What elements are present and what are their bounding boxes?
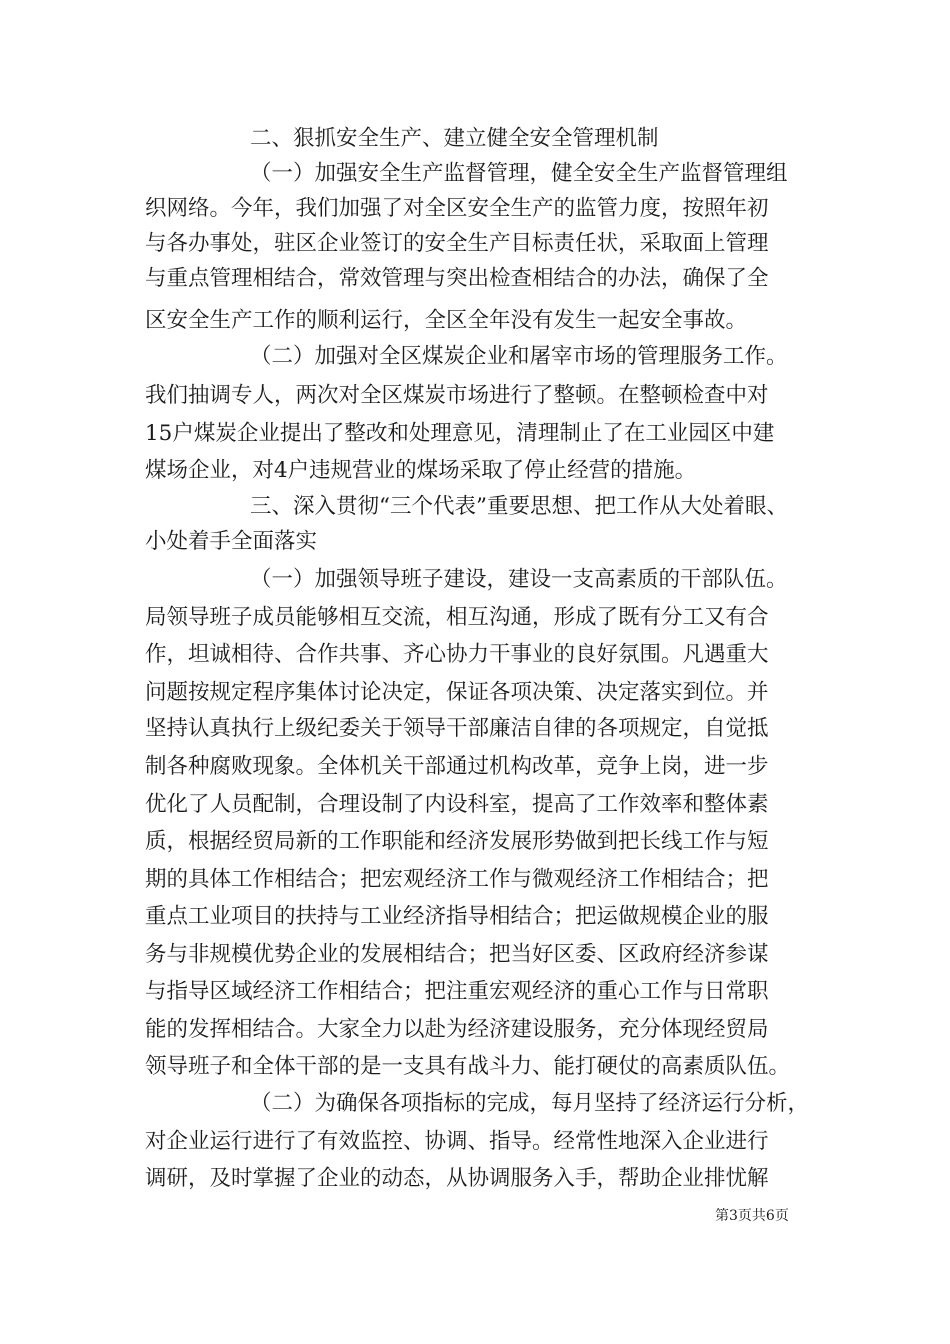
paragraph-line: 我们抽调专人，两次对全区煤炭市场进行了整顿。在整顿检查中对 bbox=[145, 383, 769, 408]
paragraph-line: 务与非规模优势企业的发展相结合；把当好区委、区政府经济参谋 bbox=[145, 942, 769, 967]
paragraph-line: 坚持认真执行上级纪委关于领导干部廉洁自律的各项规定，自觉抵 bbox=[145, 716, 769, 741]
paragraph-line: 煤场企业，对4户违规营业的煤场采取了停止经营的措施。 bbox=[145, 458, 697, 483]
paragraph-line: 与指导区域经济工作相结合；把注重宏观经济的重心工作与日常职 bbox=[145, 979, 769, 1004]
paragraph-line: （二）加强对全区煤炭企业和屠宰市场的管理服务工作。 bbox=[250, 344, 788, 369]
paragraph-line: 领导班子和全体干部的是一支具有战斗力、能打硬仗的高素质队伍。 bbox=[145, 1054, 791, 1079]
paragraph-line: （一）加强安全生产监督管理，健全安全生产监督管理组 bbox=[250, 161, 788, 186]
paragraph-line: 15户煤炭企业提出了整改和处理意见，清理制止了在工业园区中建 bbox=[145, 421, 775, 446]
paragraph-line: 对企业运行进行了有效监控、协调、指导。经常性地深入企业进行 bbox=[145, 1129, 769, 1154]
page-number-footer: 第3页共6页 bbox=[715, 1208, 789, 1224]
section-heading: 三、深入贯彻“三个代表”重要思想、把工作从大处着眼、 bbox=[250, 494, 788, 519]
paragraph-line: 制各种腐败现象。全体机关干部通过机构改革，竞争上岗，进一步 bbox=[145, 754, 769, 779]
paragraph-line: 能的发挥相结合。大家全力以赴为经济建设服务，充分体现经贸局 bbox=[145, 1017, 769, 1042]
paragraph-line: 优化了人员配制，合理设制了内设科室，提高了工作效率和整体素 bbox=[145, 792, 769, 817]
paragraph-line: 重点工业项目的扶持与工业经济指导相结合；把运做规模企业的服 bbox=[145, 904, 769, 929]
paragraph-line: 与各办事处，驻区企业签订的安全生产目标责任状，采取面上管理 bbox=[145, 231, 769, 256]
paragraph-line: 局领导班子成员能够相互交流，相互沟通，形成了既有分工又有合 bbox=[145, 605, 769, 630]
section-heading: 二、狠抓安全生产、建立健全安全管理机制 bbox=[250, 126, 659, 151]
paragraph-line: 织网络。今年，我们加强了对全区安全生产的监管力度，按照年初 bbox=[145, 196, 769, 221]
paragraph-line: 质，根据经贸局新的工作职能和经济发展形势做到把长线工作与短 bbox=[145, 829, 769, 854]
paragraph-line: 期的具体工作相结合；把宏观经济工作与微观经济工作相结合；把 bbox=[145, 867, 769, 892]
paragraph-line: （一）加强领导班子建设，建设一支高素质的干部队伍。 bbox=[250, 567, 788, 592]
paragraph-line: 与重点管理相结合，常效管理与突出检查相结合的办法，确保了全 bbox=[145, 266, 769, 291]
paragraph-line: （二）为确保各项指标的完成，每月坚持了经济运行分析， bbox=[250, 1091, 810, 1116]
section-heading: 小处着手全面落实 bbox=[145, 529, 318, 554]
paragraph-line: 调研，及时掌握了企业的动态，从协调服务入手，帮助企业排忧解 bbox=[145, 1166, 769, 1191]
paragraph-line: 作，坦诚相待、合作共事、齐心协力干事业的良好氛围。凡遇重大 bbox=[145, 642, 769, 667]
paragraph-line: 区安全生产工作的顺利运行，全区全年没有发生一起安全事故。 bbox=[145, 308, 748, 333]
paragraph-line: 问题按规定程序集体讨论决定，保证各项决策、决定落实到位。并 bbox=[145, 680, 769, 705]
